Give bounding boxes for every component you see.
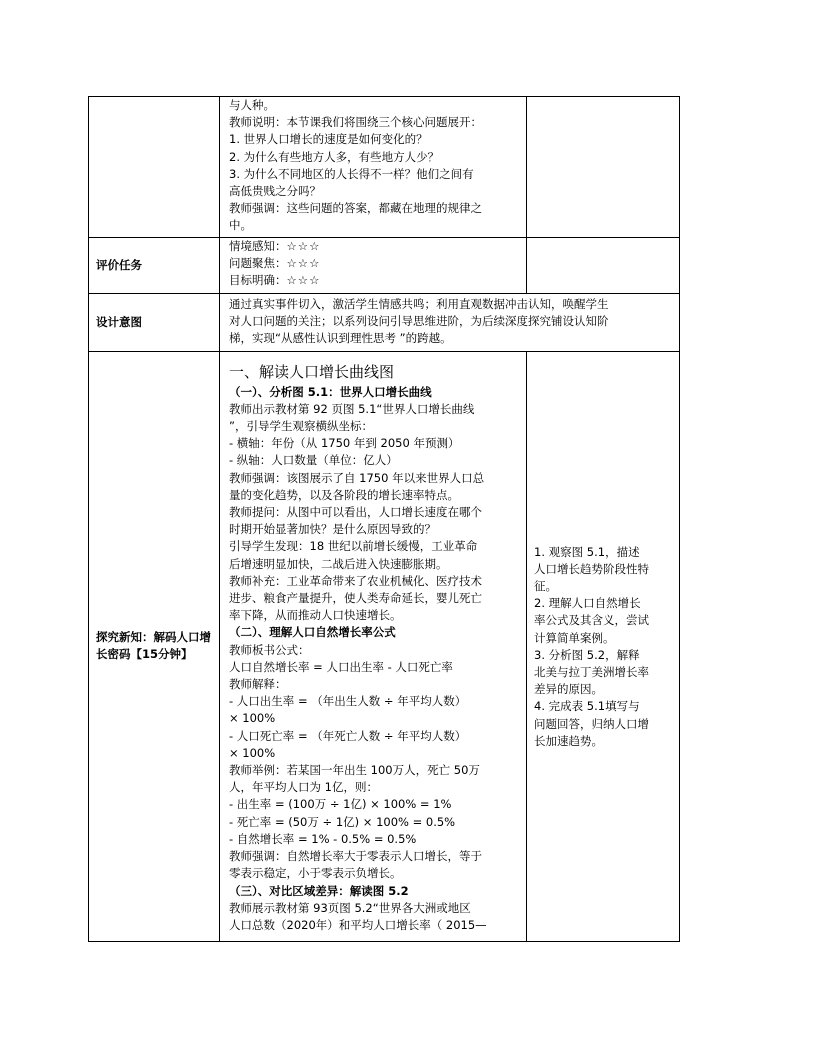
explore-line: 零表示稳定，小于零表示负增长。	[229, 866, 402, 881]
explore-line: - 人口死亡率 = （年死亡人数 ÷ 年平均人数）	[229, 728, 467, 743]
evaluation-item-name: 目标明确：	[229, 273, 287, 288]
intro-side-cell	[527, 97, 680, 238]
explore-content-cell	[220, 351, 527, 941]
student-activity-line: 1. 观察图 5.1，描述	[534, 544, 640, 559]
explore-line: × 100%	[229, 711, 276, 726]
evaluation-item	[229, 255, 520, 272]
explore-line: 量的变化趋势，以及各阶段的增长速率特点。	[229, 487, 459, 502]
explore-line: 人口自然增长率 = 人口出生率 - 人口死亡率	[229, 659, 453, 674]
student-activity-line: 北美与拉丁美洲增长率	[534, 665, 649, 680]
evaluation-label: 评价任务	[89, 238, 220, 294]
intro-line: 2. 为什么有些地方人多，有些地方人少？	[229, 149, 440, 164]
design-line: 梯，实现“从感性认识到理性思考 ”的跨越。	[229, 331, 452, 346]
design-line: 通过真实事件切入，激活学生情感共鸣；利用直观数据冲击认知，唤醒学生	[229, 297, 609, 311]
star-rating: ☆☆☆	[286, 239, 321, 253]
explore-line: 教师补充：工业革命带来了农业机械化、医疗技术	[229, 573, 482, 588]
design-content-cell	[220, 294, 680, 352]
evaluation-content-cell	[220, 238, 527, 294]
student-activity-line: 3. 分析图 5.2，解释	[534, 647, 640, 662]
explore-line: ”，引导学生观察横纵坐标：	[229, 419, 373, 434]
intro-line: 教师强调：这些问题的答案，都藏在地理的规律之	[229, 201, 482, 216]
section-heading: 一、解读人口增长曲线图	[229, 362, 395, 381]
evaluation-item	[229, 272, 520, 289]
evaluation-row	[89, 238, 680, 294]
intro-content-cell	[220, 97, 527, 238]
design-label: 设计意图	[89, 294, 220, 352]
student-activity-line: 计算简单案例。	[534, 630, 615, 645]
student-activity-line: 人口增长趋势阶段性特	[534, 561, 649, 576]
explore-line: 人口总数（2020年）和平均人口增长率（ 2015—	[229, 917, 487, 932]
student-activity-line: 4. 完成表 5.1填写与	[534, 699, 640, 714]
star-rating: ☆☆☆	[286, 256, 321, 271]
intro-line: 1. 世界人口增长的速度是如何变化的？	[229, 132, 428, 147]
explore-line: 人，年平均人口为 1亿，则：	[229, 780, 378, 795]
explore-line: 教师举例：若某国一年出生 100万人，死亡 50万	[229, 763, 480, 778]
explore-label: 探究新知：解码人口增长密码【15分钟】	[89, 351, 220, 941]
intro-line: 高低贵贱之分吗？	[229, 184, 321, 199]
explore-line: - 死亡率 = (50万 ÷ 1亿) × 100% = 0.5%	[229, 814, 456, 829]
intro-line: 3. 为什么不同地区的人长得不一样？他们之间有	[229, 166, 474, 181]
subsection-heading: （三）、对比区域差异：解读图 5.2	[229, 883, 409, 898]
evaluation-side-cell	[527, 238, 680, 294]
explore-line: 率下降，从而推动人口快速增长。	[229, 608, 402, 623]
explore-line: 教师解释：	[229, 677, 287, 692]
evaluation-item-name: 情境感知：	[229, 239, 287, 253]
intro-line: 教师说明：本节课我们将围绕三个核心问题展开：	[229, 115, 482, 130]
explore-line: - 自然增长率 = 1% - 0.5% = 0.5%	[229, 831, 417, 846]
student-activity-line: 征。	[534, 579, 557, 594]
intro-row	[89, 97, 680, 238]
star-rating: ☆☆☆	[286, 273, 321, 288]
explore-line: 教师出示教材第 92 页图 5.1“世界人口增长曲线	[229, 401, 475, 416]
explore-line: - 人口出生率 = （年出生人数 ÷ 年平均人数）	[229, 694, 467, 709]
explore-line: 教师展示教材第 93页图 5.2“世界各大洲或地区	[229, 900, 471, 915]
explore-line: 教师强调：该图展示了自 1750 年以来世界人口总	[229, 470, 485, 485]
evaluation-item	[229, 238, 520, 255]
student-activity-line: 问题回答，归纳人口增	[534, 716, 649, 731]
intro-line: 与人种。	[229, 98, 275, 112]
explore-line: 教师板书公式：	[229, 642, 310, 657]
explore-line: 教师提问：从图中可以看出，人口增长速度在哪个	[229, 505, 482, 520]
explore-line: 进步、粮食产量提升，使人类寿命延长，婴儿死亡	[229, 591, 482, 606]
student-activity-line: 差异的原因。	[534, 682, 603, 697]
subsection-heading: （一）、分析图 5.1：世界人口增长曲线	[229, 384, 432, 399]
explore-line: - 横轴：年份（从 1750 年到 2050 年预测）	[229, 436, 460, 451]
explore-line: - 出生率 = (100万 ÷ 1亿) × 100% = 1%	[229, 797, 452, 812]
subsection-heading: （二）、理解人口自然增长率公式	[229, 625, 396, 640]
student-activity-cell	[527, 351, 680, 941]
explore-line: 后增速明显加快，二战后进入快速膨胀期。	[229, 556, 448, 571]
intro-line: 中。	[229, 218, 252, 233]
student-activity-line: 长加速趋势。	[534, 733, 603, 748]
intro-label-cell	[89, 97, 220, 238]
explore-line: 引导学生发现：18 世纪以前增长缓慢，工业革命	[229, 539, 478, 554]
student-activity-line: 2. 理解人口自然增长	[534, 596, 641, 611]
explore-line: 时期开始显著加快？是什么原因导致的？	[229, 522, 436, 537]
evaluation-item-name: 问题聚焦：	[229, 256, 287, 271]
explore-line: × 100%	[229, 745, 276, 760]
explore-row	[89, 351, 680, 941]
explore-line: - 纵轴：人口数量（单位：亿人）	[229, 453, 398, 468]
explore-line: 教师强调：自然增长率大于零表示人口增长，等于	[229, 849, 482, 864]
student-activity-list	[534, 352, 673, 750]
explore-lines	[229, 384, 520, 935]
design-line: 对人口问题的关注；以系列设问引导思维进阶，为后续深度探究铺设认知阶	[229, 314, 609, 329]
lesson-plan-table	[88, 96, 680, 942]
student-activity-line: 率公式及其含义，尝试	[534, 613, 649, 628]
design-row	[89, 294, 680, 352]
